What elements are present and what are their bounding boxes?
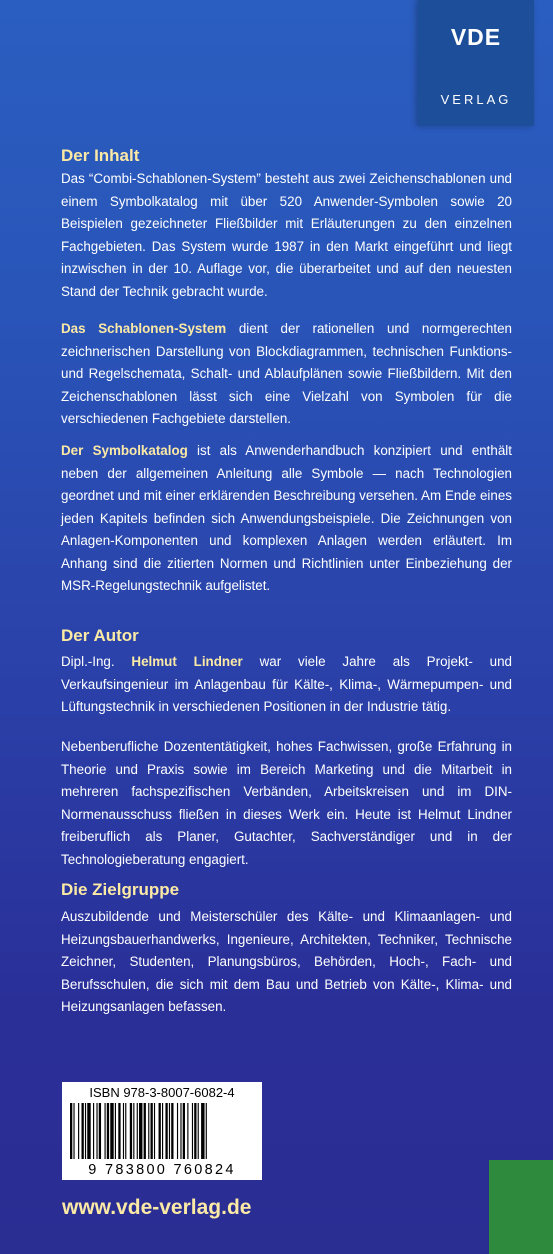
isbn-digits: 9 783800 760824 <box>88 1162 236 1178</box>
barcode-bar <box>137 1103 138 1159</box>
barcode-bar <box>154 1103 155 1159</box>
website-url[interactable]: www.vde-verlag.de <box>62 1196 252 1219</box>
paragraph-zielgruppe: Auszubildende und Meisterschüler des Kälte- und Klimaanlagen- und Heizungsbauerhandwerks, Ingenieure, Architekten, Techniker, Technische Zeichner, Studenten, Planungsbüros, Behörden, Hoch-, Fach- und Berufsschulen, die sich mit dem Bau und Betrieb von Kälte-, Klima- und Heizungsanlagen befassen. <box>61 909 512 1014</box>
text-symbolkatalog: ist als Anwenderhandbuch konzipiert und enthält neben der allgemeinen Anleitung alle Symbole — nach Technologien geordnet und mit einer erklärenden Beschreibung versehen. Am Ende eines jeden Kapitels befinden sich Anwendungsbeispiele. Die Zeichnungen von Anlagen-Komponenten und komplexen Anlagen werden erläutert. Im Anhang sind die zitierten Normen und Richtlinien unter Einbeziehung der MSR-Regelungstechnik aufgelistet. <box>61 443 512 593</box>
barcode-bar <box>162 1103 163 1159</box>
barcode-bar <box>105 1103 106 1159</box>
paragraph-inhalt-3 <box>61 440 512 598</box>
barcode-bar <box>206 1103 207 1159</box>
barcode-bar <box>148 1103 149 1159</box>
barcode-bar <box>151 1103 153 1159</box>
barcode-bar <box>180 1103 181 1159</box>
barcode-bar <box>78 1103 79 1159</box>
barcode-bar <box>171 1103 173 1159</box>
green-color-block <box>489 1160 553 1254</box>
isbn-label: ISBN 978-3-8007-6082-4 <box>89 1085 235 1100</box>
text-autor-bio: war viele Jahre als Projekt- und Verkaufsingenieur im Anlagenbau für Kälte-, Klima-, Wärmepumpen- und Lüftungstechnik in verschiedenen Positionen in der Industrie tätig. <box>61 654 512 714</box>
barcode-bar <box>187 1103 188 1159</box>
barcode-bar <box>159 1103 161 1159</box>
barcode-bar <box>198 1103 199 1159</box>
isbn-barcode <box>62 1082 262 1180</box>
paragraph-autor-1 <box>61 651 512 719</box>
barcode-bar <box>73 1103 74 1159</box>
paragraph-inhalt-2 <box>61 318 512 431</box>
bold-schablonen-system: Das Schablonen-System <box>61 321 227 336</box>
text-schablonen-system: dient der rationellen und normgerechten zeichnerischen Darstellung von Blockdiagrammen, technischen Funktions- und Regelschemata, Schalt- und Ablaufplänen sowie Fließbildern. Mit den Zeichenschablonen lässt sich eine Vielzahl von Symbolen für die verschiedenen Fachgebiete darstellen. <box>61 321 512 426</box>
paragraph-autor-2: Nebenberufliche Dozententätigkeit, hohes Fachwissen, große Erfahrung in Theorie und Praxis sowie im Bereich Marketing und die Mitarbeit in mehreren fachspezifischen Verbänden, Arbeitskreisen und im DIN-Normenausschuss fließen in dieses Werk ein. Heute ist Helmut Lindner freiberuflich als Planer, Gutachter, Sachverständiger und in der Technologieberatung engagiert. <box>61 739 512 867</box>
barcode-bar <box>183 1103 185 1159</box>
barcode-bar <box>93 1103 94 1159</box>
barcode-bar <box>194 1103 196 1159</box>
barcode-bar <box>125 1103 126 1159</box>
barcode-bar <box>139 1103 142 1159</box>
barcode-bar <box>130 1103 132 1159</box>
heading-autor: Der Autor <box>61 626 139 645</box>
bold-symbolkatalog: Der Symbolkatalog <box>61 443 188 458</box>
barcode-bar <box>201 1103 204 1159</box>
barcode-bar <box>82 1103 84 1159</box>
logo-verlag-text: VERLAG <box>440 92 512 107</box>
barcode-bar <box>169 1103 170 1159</box>
barcode-bar <box>99 1103 101 1159</box>
barcode-bar <box>133 1103 134 1159</box>
heading-inhalt: Der Inhalt <box>61 146 140 165</box>
barcode-bar <box>177 1103 178 1159</box>
vde-logo <box>418 0 534 126</box>
barcode-bar <box>123 1103 124 1159</box>
barcode-bar <box>85 1103 86 1159</box>
barcode-bar <box>110 1103 113 1159</box>
barcode-bar <box>165 1103 167 1159</box>
barcode-bar <box>115 1103 116 1159</box>
text-autor-title: Dipl.-Ing. <box>61 654 132 669</box>
barcode-bar <box>144 1103 146 1159</box>
barcode-bars <box>70 1103 254 1159</box>
barcode-bar <box>118 1103 120 1159</box>
barcode-bar <box>192 1103 193 1159</box>
bold-autor-name: Helmut Lindner <box>131 654 243 669</box>
logo-vde-text: VDE <box>450 24 502 50</box>
heading-zielgruppe: Die Zielgruppe <box>61 880 180 899</box>
paragraph-inhalt-1: Das “Combi-Schablonen-System” besteht aus zwei Zeichenschablonen und einem Symbolkatalog mit über 520 Anwender-Symbolen sowie 20 Beispielen gezeichneter Fließbilder mit Erläuterungen zu den einzelnen Fachgebieten. Das System wurde 1987 in den Markt eingeführt und liegt inzwischen in der 10. Auflage vor, die überarbeitet und auf den neuesten Stand der Technik gebracht wurde. <box>61 171 512 299</box>
barcode-bar <box>96 1103 97 1159</box>
barcode-bar <box>87 1103 90 1159</box>
barcode-bar <box>107 1103 109 1159</box>
barcode-bar <box>70 1103 72 1159</box>
